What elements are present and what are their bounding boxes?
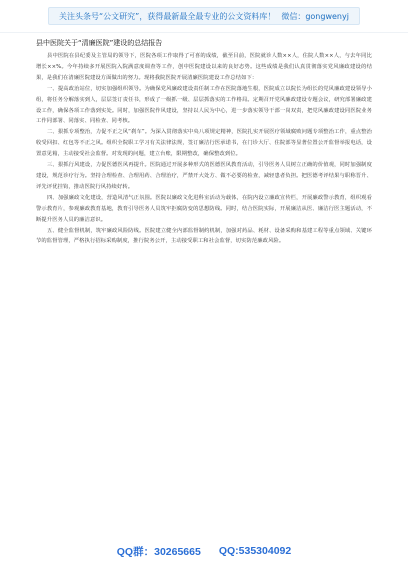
promo-banner-box	[48, 7, 360, 25]
qq-group-text: QQ群：30265665	[116, 545, 201, 558]
contact-footer	[0, 540, 408, 562]
promo-banner-text: 关注头条号“公文研究”，获得最新最全最专业的公文资料库！	[59, 11, 276, 21]
qq-text: QQ:535304092	[218, 545, 292, 557]
paragraph-section-1: 一、提高政治站位，切实加强组织领导。为确保党风廉政建设责任制工作在医院落地生根，医院成立以院长为组长的党风廉政建设领导小组，将任务分解落实到人，层层签订责任书，形成了一级抓一级、层层抓落实的工作格局。定期召开党风廉政建设专题会议，研究部署廉政建设工作，确保各项工作落到实处。同时，加强医院作风建设，坚持以人民为中心，进一步落实领导干部一岗双责，把党风廉政建设同医院业务工作同部署、同落实、同检查、同考核。	[36, 85, 372, 125]
promo-banner	[0, 0, 408, 33]
paragraph-section-3: 三、狠抓行风建设，力促医德医风再提升。医院通过开展多种形式的医德医风教育活动，引导医务人员树立正确的价值观，同时加强制度建设，规范诊疗行为。坚持合理检查、合理用药、合理治疗，严禁开大处方、做不必要的检查，减轻患者负担。把医德考评结果与职称晋升、评先评优挂钩，推动医院行风持续好转。	[36, 162, 372, 190]
promo-banner-wechat: 微信：gongwenyj	[281, 11, 349, 21]
paragraph-section-2: 二、狠抓专项整治，力促不正之风“刹车”。为深入贯彻落实中央八项规定精神，医院扎实开展医疗领域腐败问题专项整治工作，重点整治收受回扣、红包等不正之风。组织全院职工学习有关法律法规，签订廉洁行医承诺书，在门诊大厅、住院部等显著位置公开监督举报电话，设置意见箱，主动接受社会监督。对发现的问题，建立台账，限期整改，确保整改到位。	[36, 129, 372, 158]
document-body	[36, 38, 372, 536]
paragraph-section-4: 四、加强廉政文化建设，营造风清气正氛围。医院以廉政文化进科室活动为载体，在院内设立廉政宣传栏，开展廉政警示教育，组织观看警示教育片，参观廉政教育基地，教育引导医务人员筑牢拒腐防变的思想防线。同时，结合医院实际，开展廉洁从医、廉洁行医主题活动，不断提升医务人员的廉洁意识。	[36, 194, 372, 223]
paragraph-section-5: 五、健全监督机制，筑牢廉政风险防线。医院建立健全内部监督制约机制，加强对药品、耗材、设备采购和基建工程等重点领域、关键环节的监督管理，严格执行招标采购制度，推行院务公开，主动接受职工和社会监督，切实防范廉政风险。	[36, 227, 372, 245]
paragraph-intro: 县中医院在县纪委及主管局的领导下，医院各项工作取得了可喜的成绩，截至目前，医院就诊人数××人，住院人数××人，与去年同比增长××%。今年持续多开展医院入院满意度调查等工作，创中医院建设以来的良好态势。这些成绩是我们认真贯彻落实党风廉政建设的结果，是我们在清廉医院建设方面做出的努力。现将我院医院开展清廉医院建设工作总结如下：	[36, 53, 372, 81]
document-title: 县中医院关于“清廉医院”建设的总结报告	[36, 39, 163, 47]
